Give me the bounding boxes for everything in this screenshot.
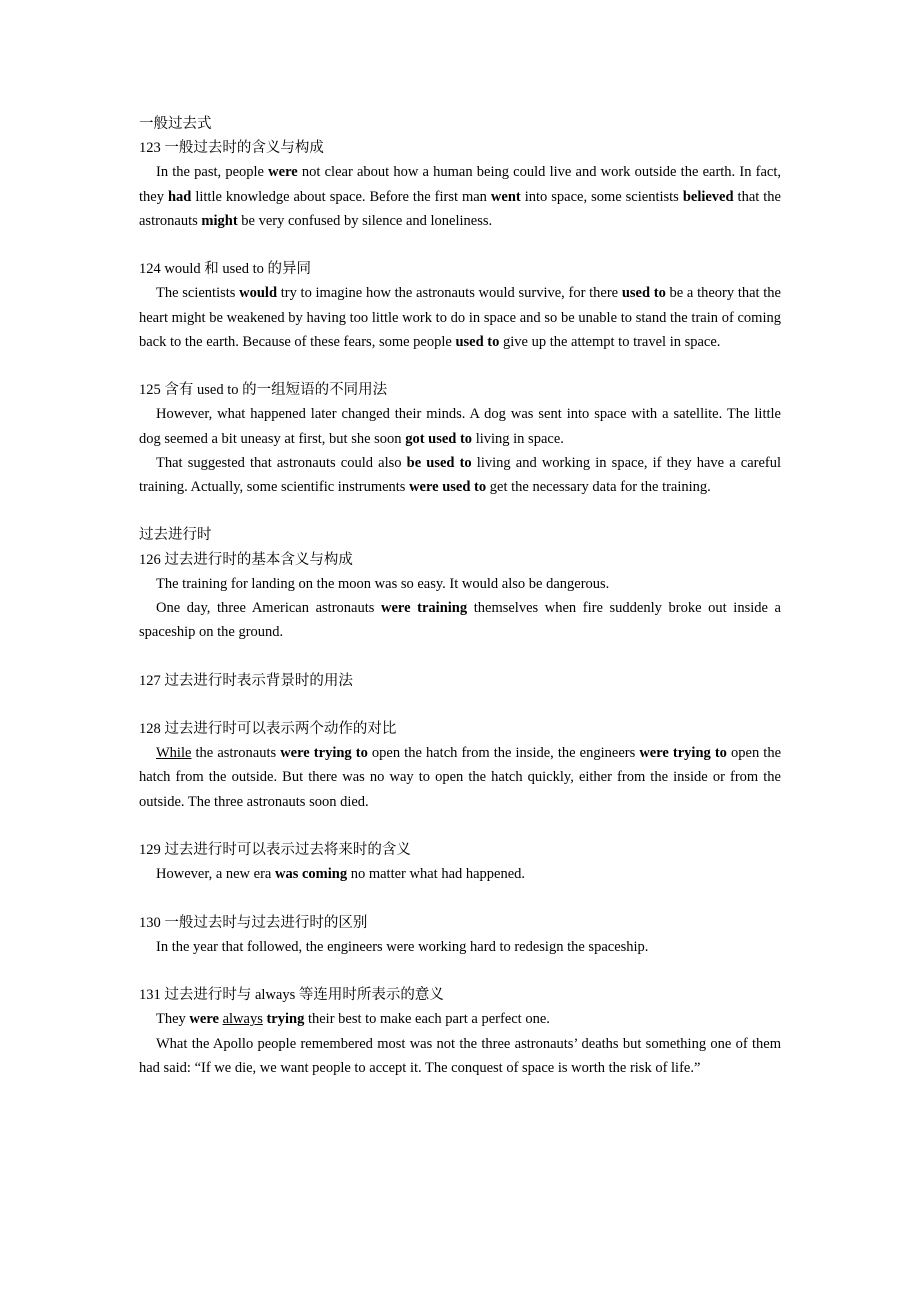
section-123-paragraph [139,160,781,233]
text-run: living in space. [472,430,564,447]
bold-term: had [167,188,192,205]
section-128-title: 128 过去进行时可以表示两个动作的对比 [139,721,397,737]
section-127-title: 127 过去进行时表示背景时的用法 [139,672,353,689]
text-run: One day, three American astronauts [156,600,382,617]
text-run: no matter what had happened. [347,866,526,883]
text-run: However, what happened later changed their minds. A dog was sent into space with a satellite. The little dog seemed a bit uneasy at first, but she soon [139,406,781,447]
section-131-paragraph-2 [139,1032,781,1080]
text-run: They [156,1011,190,1028]
text-run: that the astronauts [139,188,781,229]
section-129-title: 129 过去进行时可以表示过去将来时的含义 [139,842,411,858]
section-130-paragraph [139,935,781,959]
section-126-paragraph-1 [139,572,781,596]
text-run: What the Apollo people remembered most was not the three astronauts’ deaths but something one of them had said: “If we die, we want people to accept it. The conquest of space is worth the risk of life.” [139,1035,781,1076]
text-run: into space, some scientists [520,188,683,205]
bold-term: were training [381,600,468,617]
bold-term: were trying to [639,745,727,762]
section-125-title: 125 含有 used to 的一组短语的不同用法 [139,382,388,399]
text-run: open the hatch from the outside. But there was no way to open the hatch quickly, either from the inside or from the outside. The three astronauts soon died. [139,745,782,810]
section-124-paragraph [139,281,781,354]
section-124-title: 124 would 和 used to 的异同 [139,261,311,278]
bold-term: were trying to [280,745,368,762]
section-129 [139,838,781,886]
section-125-paragraph-1 [139,402,781,450]
section-123 [139,136,781,233]
section-123-title: 123 一般过去时的含义与构成 [139,140,324,157]
text-run: be a theory that the heart might be weakened by having too little work to do in space and so be unable to stand the train of coming back to the earth. Because of these fears, some people [139,285,781,350]
bold-term: got used to [405,430,473,447]
bold-term: were used to [409,479,487,496]
section-126 [139,548,781,645]
section-131 [139,983,781,1080]
text-run: their best to make each part a perfect one. [304,1011,550,1028]
text-run: get the necessary data for the training. [486,479,711,496]
text-run: In the year that followed, the engineers were working hard to redesign the spaceship. [156,938,649,955]
bold-term: went [490,188,521,205]
section-past-continuous [139,523,781,547]
bold-term: be used to [406,454,472,471]
bold-term: might [201,212,238,229]
section-past-simple [139,112,781,136]
text-run: living and working in space, if they have a careful training. Actually, some scientific instruments [139,454,781,496]
bold-term: used to [621,285,666,302]
text-run: themselves when fire suddenly broke out inside a spaceship on the ground. [139,600,781,641]
text-run: little knowledge about space. Before the first man [191,188,491,205]
section-131-title: 131 过去进行时与 always 等连用时所表示的意义 [139,987,444,1004]
text-run: However, a new era [156,866,275,883]
text-run: not clear about how a human being could live and work outside the earth. In fact, they [139,164,781,205]
text-run: The training for landing on the moon was so easy. It would also be dangerous. [156,575,610,592]
section-124 [139,257,781,354]
heading-past-continuous: 过去进行时 [139,527,212,544]
section-130 [139,911,781,959]
section-126-title: 126 过去进行时的基本含义与构成 [139,551,353,568]
text-run: be very confused by silence and loneliness. [237,212,493,229]
text-run: try to imagine how the astronauts would survive, for there [277,285,622,302]
underlined-term: While [156,745,192,762]
bold-term: believed [682,188,734,205]
text-run: open the hatch from the inside, the engineers [367,745,640,762]
text-run: give up the attempt to travel in space. [499,333,721,350]
bold-term: was coming [274,866,348,883]
text-run: That suggested that astronauts could also [156,454,407,471]
bold-term: used to [455,333,500,350]
underlined-term: always [222,1011,263,1028]
bold-term: were [189,1011,219,1028]
section-129-paragraph [139,862,781,886]
section-128 [139,717,781,814]
heading-past-simple: 一般过去式 [139,116,212,132]
bold-term: would [239,285,278,302]
section-125 [139,378,781,499]
document-page [139,112,781,1080]
section-128-paragraph [139,741,781,814]
text-run: the astronauts [191,745,281,762]
text-run: In the past, people [156,164,269,181]
section-125-paragraph-2 [139,451,781,499]
section-126-paragraph-2 [139,596,781,644]
text-run: The scientists [156,285,240,302]
bold-term: trying [266,1011,305,1028]
section-130-title: 130 一般过去时与过去进行时的区别 [139,914,368,931]
section-127 [139,669,781,693]
section-131-paragraph-1 [139,1007,781,1031]
bold-term: were [268,164,298,181]
